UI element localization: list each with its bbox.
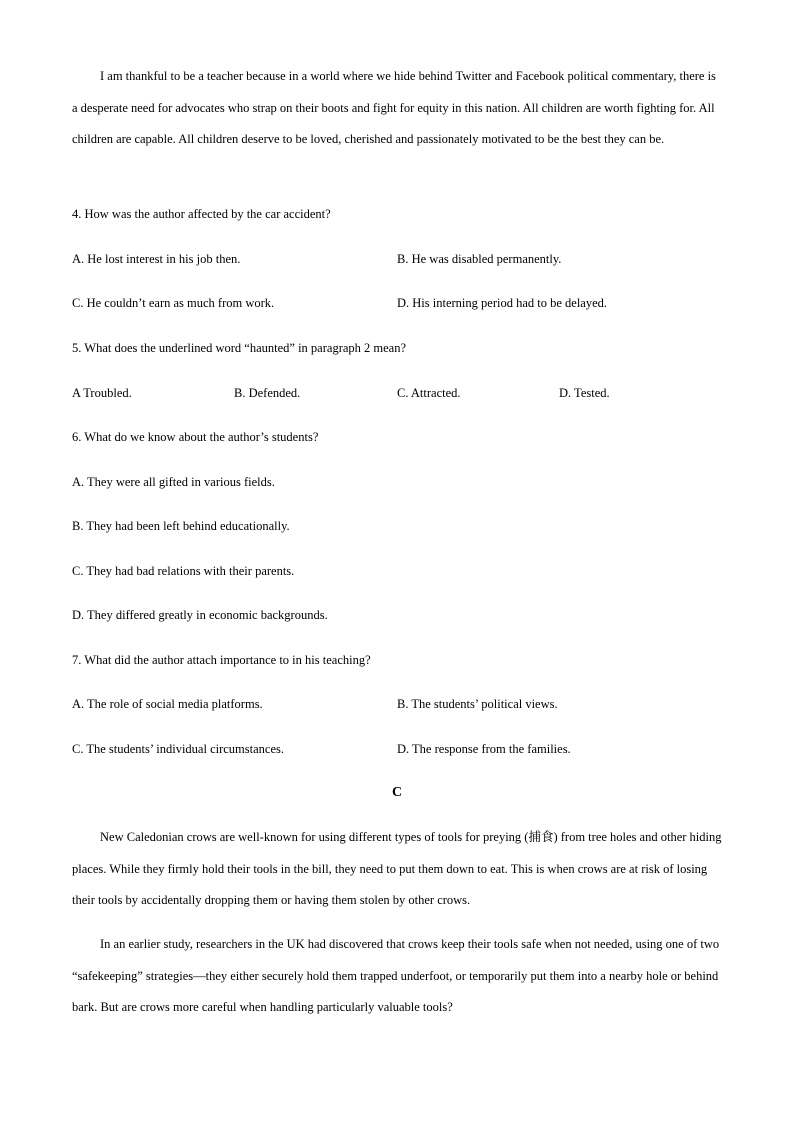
question-5-option-b: B. Defended. (234, 386, 301, 400)
question-4-option-d: D. His interning period had to be delayed. (397, 296, 608, 310)
section-heading: C (391, 785, 403, 800)
question-7-option-c: C. The students’ individual circumstances. (72, 742, 284, 756)
question-4-option-c: C. He couldn’t earn as much from work. (72, 296, 275, 310)
question-6-option-c: C. They had bad relations with their parents. (72, 564, 295, 578)
question-7-stem: 7. What did the author attach importance to in his teaching? (72, 653, 371, 667)
question-6-option-a: A. They were all gifted in various fields. (72, 475, 275, 489)
question-4-option-b: B. He was disabled permanently. (397, 252, 562, 266)
section-c-paragraph-2: In an earlier study, researchers in the UK had discovered that crows keep their tools safe when not needed, using one of two “safekeeping” strategies—they either securely hold them trapped underfoot, or temporarily put them into a nearby hole or behind bark. But are crows more careful when handling particularly valuable tools? (72, 937, 720, 1014)
question-5-stem: 5. What does the underlined word “haunted” in paragraph 2 mean? (72, 341, 407, 355)
question-7-option-d: D. The response from the families. (397, 742, 571, 756)
intro-paragraph: I am thankful to be a teacher because in a world where we hide behind Twitter and Facebook political commentary, there is a desperate need for advocates who strap on their boots and fight for equity in this nation. All children are worth fighting for. All children are capable. All children deserve to be loved, cherished and passionately motivated to be the best they can be. (72, 69, 716, 146)
question-4-option-a: A. He lost interest in his job then. (72, 252, 241, 266)
question-7-option-b: B. The students’ political views. (397, 697, 558, 711)
question-6-option-b: B. They had been left behind educationally. (72, 519, 290, 533)
question-6-stem: 6. What do we know about the author’s students? (72, 430, 319, 444)
question-5-option-a: A Troubled. (72, 386, 132, 400)
question-4-stem: 4. How was the author affected by the car accident? (72, 207, 331, 221)
question-5-option-c: C. Attracted. (397, 386, 461, 400)
section-c-paragraph-1: New Caledonian crows are well-known for using different types of tools for preying (捕食) from tree holes and other hiding places. While they firmly hold their tools in the bill, they need to put them down to eat. This is when crows are at risk of losing their tools by accidentally dropping them or having them stolen by other crows. (72, 830, 722, 907)
question-6-option-d: D. They differed greatly in economic backgrounds. (72, 608, 328, 622)
question-7-option-a: A. The role of social media platforms. (72, 697, 263, 711)
question-5-option-d: D. Tested. (559, 386, 610, 400)
